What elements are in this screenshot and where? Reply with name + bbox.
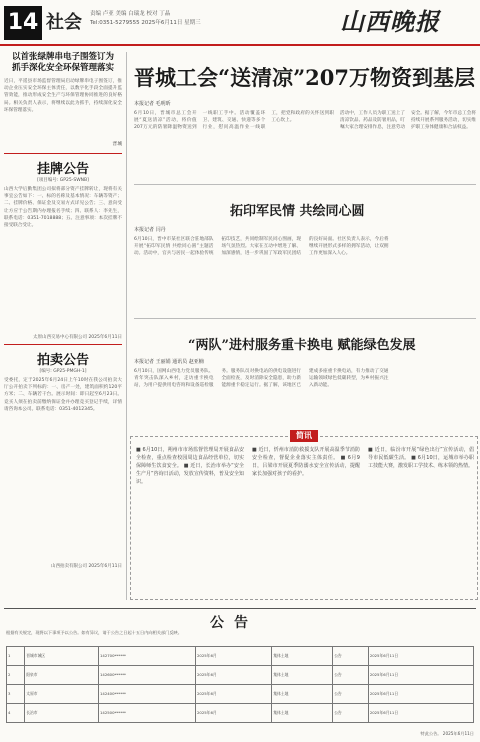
left-article-byline: 晋城 xyxy=(112,142,122,147)
table-cell: 太原市 xyxy=(25,685,99,704)
notice2-body: 受委托，定于2025年6月24日上午10时在我公司拍卖大厅公开拍卖下列标的：一、房产一处，建筑面积约120平方米；二、车辆若干台。展示时间：即日起至6月23日。竞买人须在拍卖前缴纳保证金并办理竞买登记手续，详情请咨询本公司。联系电话：0351-4012345。 xyxy=(4,378,122,412)
left-article-body: 近日，平遥县市场监督管理局启动绿牌串电子围签订，推动企业压实安全环保主体责任，以数字化手段全面提升监管效能，推动形成安全生产与环保管理协同推进的良好格局。相关负责人表示，将继续以此为抓手，持续深化安全环保管理落实。 xyxy=(4,79,122,113)
table-row xyxy=(7,685,474,704)
table-cell: 公告 xyxy=(333,704,369,723)
table-cell: 集体土地 xyxy=(272,666,333,685)
divider xyxy=(134,184,476,185)
story3-body: 6月10日，国网山西电力党员服务队、青年突击队深入乡村，走访重卡换电站，为用户提供用电咨询和设备巡检服务。服务队员对换电站的供电设施进行全面检查，及时消除安全隐患，助力新能源重卡稳定运行。据了解，该地区已建成多座重卡换电站，有力推动了交通运输领域绿色低碳转型，为乡村振兴注入新动能。 xyxy=(134,369,389,389)
header-rule xyxy=(0,44,480,46)
table-cell: 阳泉市 xyxy=(25,666,99,685)
brief-col-3: ■ 近日，临汾市开展“绿色出行”宣传活动，倡导市民低碳生活。 ■ 6月10日，运城市举办职工技能大赛，激发职工学技术、练本领的热情。 xyxy=(368,447,474,469)
table-cell: 公告 xyxy=(333,685,369,704)
table-row xyxy=(7,666,474,685)
story2-byline: 本报记者 闫丹 xyxy=(134,227,166,233)
column-divider xyxy=(126,52,127,600)
table-cell: 公告 xyxy=(333,666,369,685)
masthead-logo: 山西晚报 xyxy=(340,7,440,36)
table-cell: 2025年6月11日 xyxy=(368,704,473,723)
story1-byline: 本报记者 毛明昕 xyxy=(134,101,171,107)
table-cell: 2025年6月 xyxy=(196,685,272,704)
table-cell: 晋城市城区 xyxy=(25,647,99,666)
table-cell: 公告 xyxy=(333,647,369,666)
notice2-title: 拍卖公告 xyxy=(36,353,89,368)
table-row xyxy=(7,704,474,723)
story1-headline: 晋城工会“送清凉”207万物资到基层 xyxy=(134,65,475,90)
table-cell: 142600****** xyxy=(99,666,196,685)
brief-col-1: ■ 6月10日，朔州市市场监督管理局开展食品安全检查，重点检查校园周边食品经营单位，切实保障师生饮食安全。 ■ 近日，长治市举办“安全生产月”咨询日活动，发放宣传资料，普及安全知识。 xyxy=(136,447,244,485)
brief-label: 简讯 xyxy=(290,430,318,442)
brief-col-2: ■ 近日，忻州市消防救援支队开展高温季节消防安全检查，督促企业落实主体责任。 ■ 6月9日，吕梁市开展夏季防溺水安全宣传活动，提醒家长加强对孩子的看护。 xyxy=(252,447,360,477)
table-cell: 2025年6月 xyxy=(196,666,272,685)
table-cell: 3 xyxy=(7,685,25,704)
notice1-title: 挂牌公告 xyxy=(36,162,89,177)
left-column xyxy=(4,52,122,600)
divider xyxy=(4,344,122,345)
story1-body-left: 6月10日，晋城市总工会开展“夏送清凉”活动，将价值207万元的防暑降温物资送到一线职工手中。活动覆盖环卫、建筑、交通、快递等多个行业，慰问高温作业一线职工，把党和政府的关怀送到职工心坎上。 xyxy=(134,111,334,131)
notice-footer: 特此公告。 2025年6月11日 xyxy=(420,731,474,736)
page-number: 14 xyxy=(4,6,42,40)
section-name: 社会 xyxy=(46,12,82,33)
table-cell: 2025年6月11日 xyxy=(368,647,473,666)
notice-table xyxy=(6,646,474,723)
table-cell: 2025年6月11日 xyxy=(368,666,473,685)
table-cell: 集体土地 xyxy=(272,704,333,723)
left-article-title: 以首张绿牌串电子围签订为抓手深化安全环保管理落实 xyxy=(11,52,114,73)
story1-body-right: 活动中，工作人员为职工送上了清凉饮品、药品及防暑用品，叮嘱大家合理安排作息，注意劳动安全。据了解，今年市总工会将持续开展系列服务活动，切实维护职工身体健康和合法权益。 xyxy=(340,111,476,131)
table-cell: 142700****** xyxy=(99,647,196,666)
divider xyxy=(4,608,476,609)
notice1-body: 山西大学后勤集团公司拟将部分资产挂牌转让，现将有关事宜公告如下：一、标的名称及基本情况：车辆等资产；二、挂牌价格、保证金及交易方式详见公告；三、意向受让方应于公告期内办理报名手续；四、联系人：李先生，联系电话：0351-7018888；五、注意事项：本次挂牌不接受联合受让。 xyxy=(4,187,122,229)
table-cell: 集体土地 xyxy=(272,647,333,666)
notice1-number: [项目编号: GP25-SWNB] xyxy=(37,178,89,183)
table-row xyxy=(7,647,474,666)
table-cell: 集体土地 xyxy=(272,685,333,704)
editor-credits: 责编 卢亚 美编 白瑞龙 校对 丁晶 Tel:0351-5279555 2025年6月11日 星期三 xyxy=(90,11,201,26)
notice2-number: [编号: GP25-PMGH-1] xyxy=(39,369,87,374)
story2-body: 6月10日，晋中市某社区联合驻地部队开展“拓印军民情 共绘同心圆”主题活动。活动中，官兵与居民一起体验传统拓印技艺，共同绘制军民同心图画，现场气氛热烈。大家在互动中增进了解、加深感情，进一步巩固了军政军民团结的良好局面。社区负责人表示，今后将继续开展形式多样的拥军活动，让双拥工作更加深入人心。 xyxy=(134,237,389,257)
table-cell: 1 xyxy=(7,647,25,666)
notice2-signature: 山西拍卖有限公司 2025年6月11日 xyxy=(51,564,122,569)
divider xyxy=(4,153,122,154)
story2-headline: 拓印军民情 共绘同心圆 xyxy=(230,204,365,219)
notice1-signature: 太原山西交易中心有限公司 2025年6月11日 xyxy=(33,335,122,340)
page-header xyxy=(0,0,480,46)
table-cell: 2025年6月 xyxy=(196,704,272,723)
notice-intro: 根据有关规定，现将以下事项予以公告。如有异议，请于公告之日起十五日内向相关部门反映。 xyxy=(6,630,182,635)
table-cell: 142500****** xyxy=(99,704,196,723)
story3-headline: “两队”进村服务重卡换电 赋能绿色发展 xyxy=(188,338,416,353)
story3-byline: 本报记者 王丽娟 通讯员 赵亚楠 xyxy=(134,359,204,365)
notice-title: 公告 xyxy=(210,615,258,631)
table-cell: 2025年6月11日 xyxy=(368,685,473,704)
table-cell: 142400****** xyxy=(99,685,196,704)
table-cell: 2025年6月 xyxy=(196,647,272,666)
table-cell: 2 xyxy=(7,666,25,685)
table-cell: 长治市 xyxy=(25,704,99,723)
table-cell: 4 xyxy=(7,704,25,723)
divider xyxy=(134,318,476,319)
